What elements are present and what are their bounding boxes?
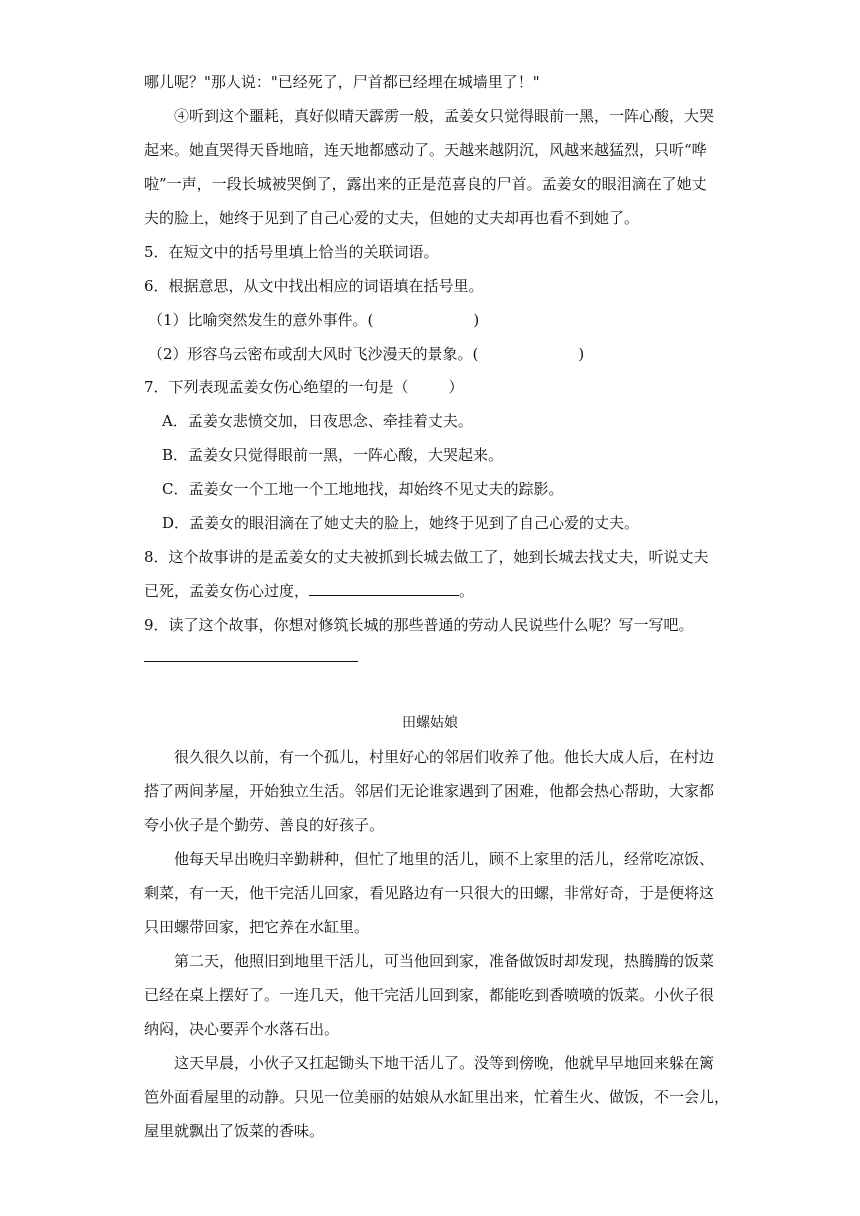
question-6-2 bbox=[148, 344, 722, 364]
text-line: 啦”一声，一段长城被哭倒了，露出来的正是范喜良的尸首。孟姜女的眼泪滴在了她丈 bbox=[144, 175, 707, 193]
option-b[interactable]: B．孟姜女只觉得眼前一黑，一阵心酸，大哭起来。 bbox=[162, 446, 504, 464]
answer-line[interactable] bbox=[144, 661, 358, 662]
question-8-text: 已死，孟姜女伤心过度， bbox=[144, 582, 310, 600]
option-c[interactable]: C．孟姜女一个工地一个工地地找，却始终不见丈夫的踪影。 bbox=[162, 480, 564, 498]
answer-blank[interactable] bbox=[309, 581, 459, 596]
passage-title: 田螺姑娘 bbox=[402, 715, 458, 731]
question-9: 9．读了这个故事，你想对修筑长城的那些普通的劳动人民说些什么呢？写一写吧。 bbox=[144, 616, 694, 634]
text-line: 夸小伙子是个勤劳、善良的好孩子。 bbox=[144, 816, 385, 834]
close-paren: ） bbox=[448, 378, 464, 396]
text-line: 屋里就飘出了饭菜的香味。 bbox=[144, 1122, 325, 1140]
question-8-line-2 bbox=[144, 581, 718, 601]
text-line: 第二天，他照旧到地里干活儿，可当他回到家，准备做饭时却发现，热腾腾的饭菜 bbox=[174, 952, 715, 970]
text-line: 哪儿呢？"那人说："已经死了，尸首都已经埋在城墙里了！" bbox=[144, 73, 540, 91]
text-line: 笆外面看屋里的动静。只见一位美丽的姑娘从水缸里出来，忙着生火、做饭，不一会儿， bbox=[144, 1088, 730, 1106]
option-d[interactable]: D．孟姜女的眼泪滴在了她丈夫的脸上，她终于见到了自己心爱的丈夫。 bbox=[162, 514, 640, 532]
close-paren: ) bbox=[473, 311, 480, 329]
text-line: ④听到这个噩耗，真好似晴天霹雳一般，孟姜女只觉得眼前一黑，一阵心酸，大哭 bbox=[174, 107, 715, 125]
question-6-1 bbox=[148, 310, 722, 330]
question-6-2-text: （2）形容乌云密布或刮大风时飞沙漫天的景象。( bbox=[148, 345, 479, 363]
text-line: 这天早晨，小伙子又扛起锄头下地干活儿了。没等到傍晚，他就早早地回来躲在篱 bbox=[174, 1054, 715, 1072]
text-line: 夫的脸上，她终于见到了自己心爱的丈夫，但她的丈夫却再也看不到她了。 bbox=[144, 209, 640, 227]
text-line: 只田螺带回家，把它养在水缸里。 bbox=[144, 918, 370, 936]
text-line: 纳闷，决心要弄个水落石出。 bbox=[144, 1020, 340, 1038]
text-line: 剩菜，有一天，他干完活儿回家，看见路边有一只很大的田螺，非常好奇，于是便将这 bbox=[144, 884, 715, 902]
close-paren: ) bbox=[578, 345, 585, 363]
text-line: 搭了两间茅屋，开始独立生活。邻居们无论谁家遇到了困难，他都会热心帮助，大家都 bbox=[144, 782, 715, 800]
option-a[interactable]: A．孟姜女悲愤交加，日夜思念、牵挂着丈夫。 bbox=[162, 412, 473, 430]
question-6-1-text: （1）比喻突然发生的意外事件。( bbox=[148, 311, 374, 329]
question-8-line-1: 8．这个故事讲的是孟姜女的丈夫被抓到长城去做工了，她到长城去找丈夫，听说丈夫 bbox=[144, 548, 709, 566]
question-5: 5．在短文中的括号里填上恰当的关联词语。 bbox=[144, 243, 439, 261]
question-6: 6．根据意思，从文中找出相应的词语填在括号里。 bbox=[144, 277, 484, 295]
text-line: 起来。她直哭得天昏地暗，连天地都感动了。天越来越阴沉，风越来越猛烈，只听“哗 bbox=[144, 141, 707, 159]
text-line: 已经在桌上摆好了。一连几天，他干完活儿回到家，都能吃到香喷喷的饭菜。小伙子很 bbox=[144, 986, 715, 1004]
text-line: 很久很久以前，有一个孤儿，村里好心的邻居们收养了他。他长大成人后，在村边 bbox=[174, 748, 715, 766]
question-8-end: 。 bbox=[459, 582, 475, 600]
question-7-text: 7．下列表现孟姜女伤心绝望的一句是（ bbox=[144, 378, 409, 396]
question-7 bbox=[144, 377, 718, 397]
text-line: 他每天早出晚归辛勤耕种，但忙了地里的活儿，顾不上家里的活儿，经常吃凉饭、 bbox=[174, 850, 715, 868]
